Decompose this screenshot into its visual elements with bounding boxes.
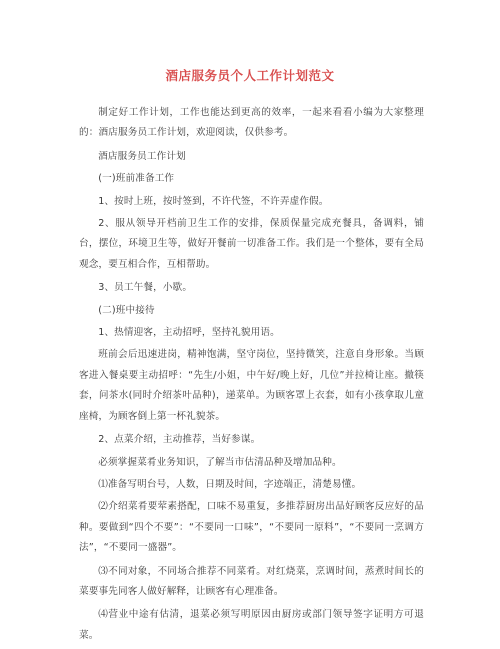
order-item-1: ⑴准备写明台号，人数，日期及时间，字迹端正，清楚易懂。	[98, 478, 362, 490]
document-body	[79, 103, 424, 649]
subsection-heading-1: (一)班前准备工作	[98, 173, 175, 185]
list-item-3: 3、员工午餐，小歇。	[98, 282, 193, 294]
greeting-paragraph: 班前会后迅速进岗，精神饱满，坚守岗位，坚持微笑，注意自身形象。当顾客进入餐桌要主动招呼：“先生/小姐，中午好/晚上好，几位”并拉椅让座。撤筷套，问茶水(同时介绍茶叶品种)，递菜单。为顾客罩上衣套，如有小孩拿取儿童座椅，为顾客倒上第一杯礼貌茶。	[79, 349, 424, 422]
list-item-5: 2、点菜介绍，主动推荐，当好参谋。	[98, 434, 261, 446]
order-item-4: ⑷营业中途有估清，退菜必须写明原因由厨房或部门领导签字证明方可退菜。	[79, 609, 424, 641]
list-item-1: 1、按时上班，按时签到，不许代签，不许弄虚作假。	[98, 195, 329, 207]
section-heading: 酒店服务员工作计划	[98, 150, 186, 162]
list-item-4: 1、热情迎客，主动招呼，坚持礼貌用语。	[98, 327, 280, 339]
order-item-3: ⑶不同对象，不同场合推荐不同菜肴。对红烧菜，烹调时间，蒸煮时间长的菜要事先同客人做好解释，让顾客有心理准备。	[79, 565, 424, 597]
document-title: 酒店服务员个人工作计划范文	[165, 68, 335, 83]
knowledge-paragraph: 必须掌握菜肴业务知识，了解当市估清品种及增加品种。	[98, 456, 342, 468]
subsection-heading-2: (二)班中接待	[98, 304, 155, 316]
order-item-2: ⑵介绍菜肴要荤素搭配，口味不易重复，多推荐厨房出品好顾客反应好的品种。要做到“四个不要”：“不要同一口味”，“不要同一原料”，“不要同一烹调方法”，“不要同一盛器”。	[79, 501, 424, 554]
list-item-2: 2、服从领导开档前卫生工作的安排，保质保量完成充餐具，备调料，铺台，摆位，环境卫生等，做好开餐前一切准备工作。我们是一个整体，要有全局观念，要互相合作，互相帮助。	[79, 218, 424, 270]
intro-paragraph: 制定好工作计划，工作也能达到更高的效率，一起来看看小编为大家整理的：酒店服务员工作计划，欢迎阅读，仅供参考。	[79, 107, 424, 139]
